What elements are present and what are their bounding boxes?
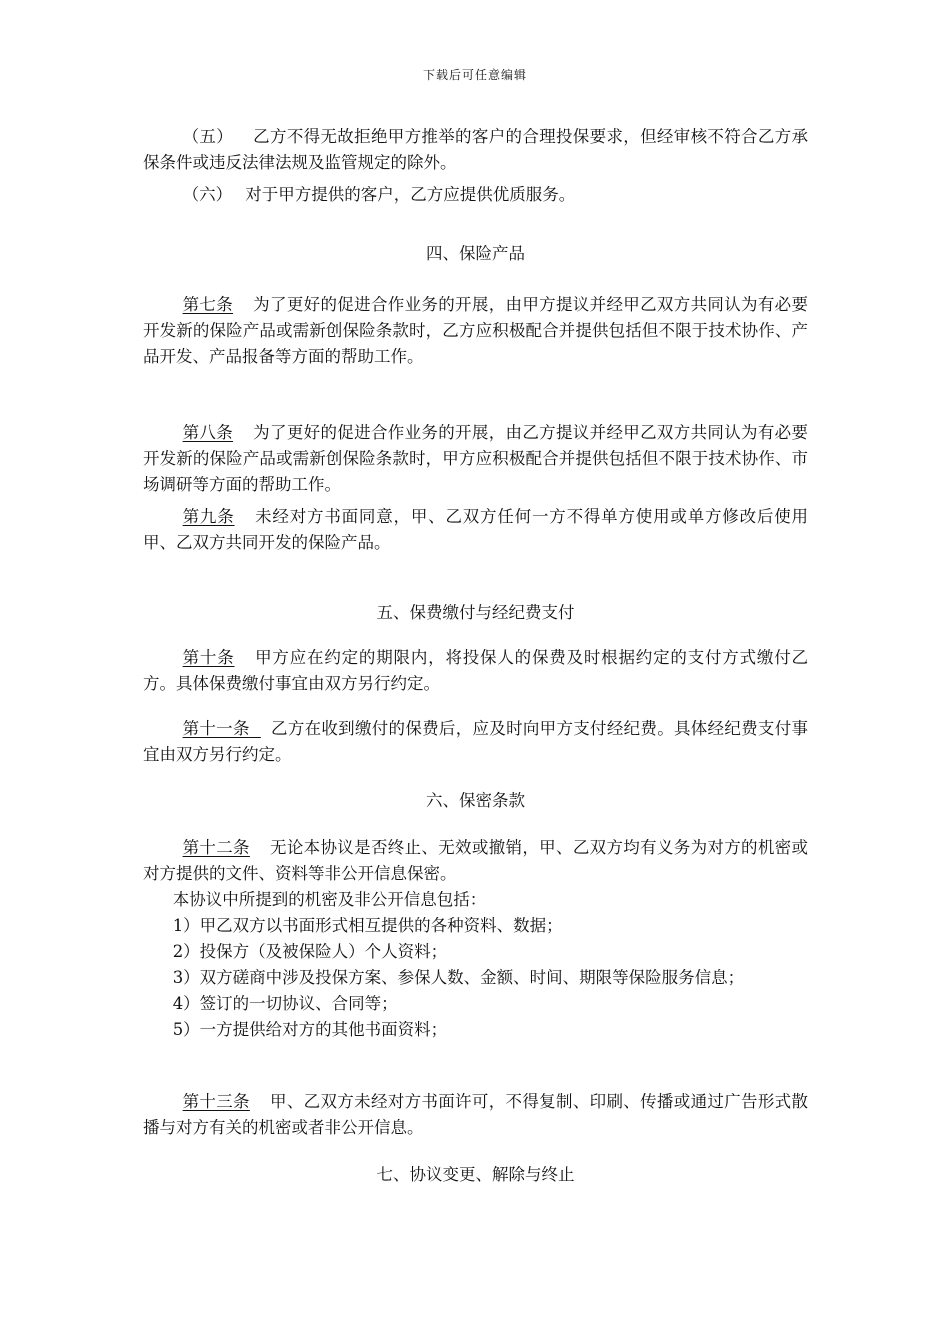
article-text: 为了更好的促进合作业务的开展，由甲方提议并经甲乙双方共同认为有必要开发新的保险产品或需新创保险条款时，乙方应积极配合并提供包括但不限于技术协作、产品开发、产品报备等方面的帮助工作。 xyxy=(143,295,809,366)
article-label: 第八条 xyxy=(182,423,234,442)
article-label: 第七条 xyxy=(182,295,234,314)
list-item-2: 2）投保方（及被保险人）个人资料； xyxy=(172,942,448,961)
article-label xyxy=(183,719,261,738)
article-10 xyxy=(143,645,808,697)
article-label: 第十三条 xyxy=(182,1092,250,1111)
article-label: 第九条 xyxy=(182,507,235,526)
section-heading-4: 四、保险产品 xyxy=(426,244,525,263)
document-body xyxy=(143,124,808,1188)
article-text: 无论本协议是否终止、无效或撤销，甲、乙双方均有义务为对方的机密或对方提供的文件、资料等非公开信息保密。 xyxy=(143,838,809,883)
clause-item-text: 乙方不得无故拒绝甲方推举的客户的合理投保要求，但经审核不符合乙方承保条件或违反法律法规及监管规定的除外。 xyxy=(143,127,809,172)
section-heading-7: 七、协议变更、解除与终止 xyxy=(376,1165,575,1184)
section-heading-6: 六、保密条款 xyxy=(426,791,525,810)
list-item-5: 5）一方提供给对方的其他书面资料； xyxy=(172,1020,448,1039)
clause-item-5 xyxy=(143,124,808,176)
article-8 xyxy=(143,420,808,498)
clause-item-6 xyxy=(143,182,808,208)
list-item-1: 1）甲乙双方以书面形式相互提供的各种资料、数据； xyxy=(172,916,563,935)
article-9 xyxy=(143,504,808,556)
clause-item-label: （五） xyxy=(182,127,234,146)
page-header: 下载后可任意编辑 xyxy=(422,68,527,82)
article-label-text: 第十一条 xyxy=(182,719,250,738)
section-heading-5: 五、保费缴付与经纪费支付 xyxy=(376,603,575,622)
article-text: 为了更好的促进合作业务的开展，由乙方提议并经甲乙双方共同认为有必要开发新的保险产品或需新创保险条款时，甲方应积极配合并提供包括但不限于技术协作、市场调研等方面的帮助工作。 xyxy=(143,423,809,494)
article-7 xyxy=(143,292,808,370)
clause-item-text: 对于甲方提供的客户，乙方应提供优质服务。 xyxy=(245,185,576,204)
article-text: 甲方应在约定的期限内，将投保人的保费及时根据约定的支付方式缴付乙方。具体保费缴付事宜由双方另行约定。 xyxy=(143,648,809,693)
list-item-4: 4）签订的一切协议、合同等； xyxy=(172,994,398,1013)
list-item-3: 3）双方磋商中涉及投保方案、参保人数、金额、时间、期限等保险服务信息； xyxy=(172,968,745,987)
article-11 xyxy=(143,716,808,768)
article-12-intro: 本协议中所提到的机密及非公开信息包括： xyxy=(172,890,487,909)
article-13 xyxy=(143,1089,808,1141)
article-text: 甲、乙双方未经对方书面许可，不得复制、印刷、传播或通过广告形式散播与对方有关的机密或者非公开信息。 xyxy=(143,1092,809,1137)
clause-item-label: （六） xyxy=(182,185,233,204)
article-label: 第十二条 xyxy=(182,838,250,857)
article-12 xyxy=(143,835,808,887)
article-label: 第十条 xyxy=(182,648,235,667)
article-text: 未经对方书面同意，甲、乙双方任何一方不得单方使用或单方修改后使用甲、乙双方共同开发的保险产品。 xyxy=(143,507,809,552)
article-text: 乙方在收到缴付的保费后，应及时向甲方支付经纪费。具体经纪费支付事宜由双方另行约定。 xyxy=(143,719,809,764)
